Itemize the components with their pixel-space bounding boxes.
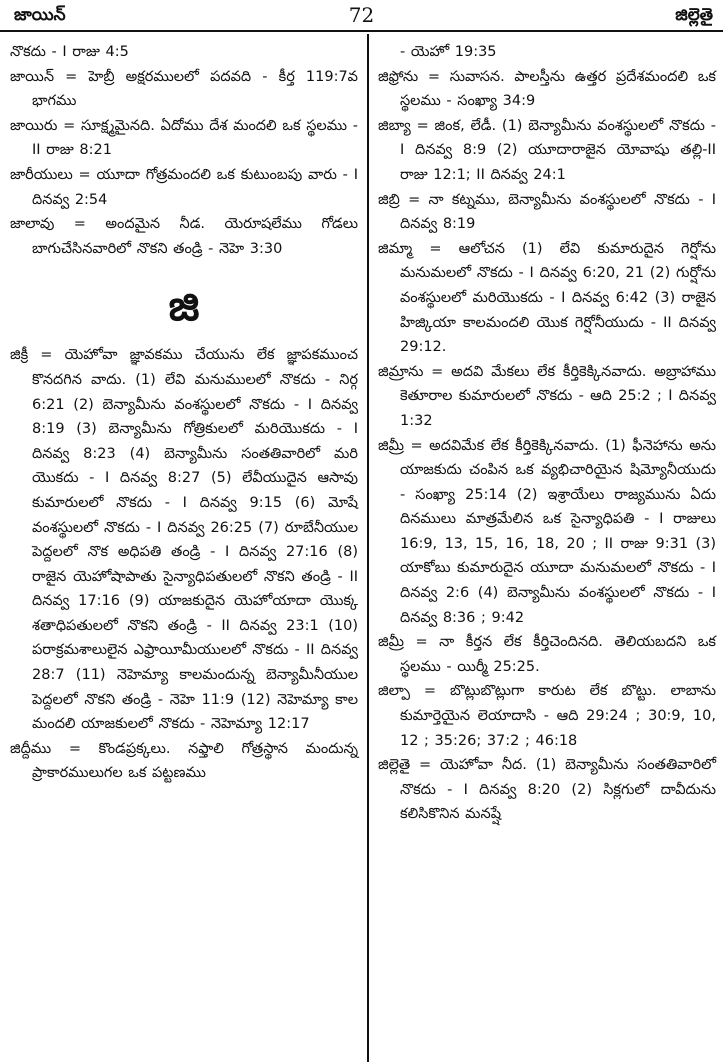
dictionary-entry: జిమ్రీ = అదవిమేక లేక కీర్తికెక్కినవాదు. (1) ఫీనెహాను అను యాజకుదు చంపిన ఒక వ్యభిచారియైన షిమ్యోనీయుదు - సంఖ్యా 25:14 (2) ఇశ్రాయేలు రాజ్యమును ఏదు దినములు మాత్రమేలిన ఒక సైన్యాధిపతి - I రాజులు 16:9, 13, 15, 16, 18, 20 ; II రాజు 9:31 (3) యాకోబు కుమారుదైన యూదా మనుమలలో నొకదు - I దినవ్వ 2:6 (4) బెన్యామీను వంశస్థులలో నొకదు - I దినవ్వ 8:36 ; 9:42: [378, 437, 716, 626]
page-header: [0, 0, 723, 32]
column-divider: [367, 34, 369, 1062]
left-column: [10, 40, 358, 786]
dictionary-entry: జిద్దీము = కొండప్రక్కలు. నఫ్తాలి గోత్రస్థాన మందున్న ప్రాకారములుగల ఒక పట్టణము: [10, 740, 358, 782]
right-column: [378, 40, 716, 827]
dictionary-entry: నొకదు - I రాజు 4:5: [10, 44, 129, 60]
dictionary-entry: జిల్పా = బొట్లుబొట్లుగా కారుట లేక బొట్టు. లాబాను కుమార్తెయైన లెయాదాసి - ఆది 29:24 ; 30:9, 10, 12 ; 35:26; 37:2 ; 46:18: [378, 683, 716, 749]
dictionary-entry: జిమ్మా = ఆలోచన (1) లేవి కుమారుదైన గెర్షోను మనుమలలో నొకదు - I దినవ్వ 6:20, 21 (2) గుర్షోను వంశస్థులలో మరియొకదు - I దినవ్వ 6:42 (3) రాజైన హిజ్కియా కాలమందలి యొక గెర్షోనీయుదు - II దినవ్వ 29:12.: [378, 240, 716, 356]
dictionary-entry: జిఫ్రోను = సువాసన. పాలస్తీను ఉత్తర ప్రదేశమందలి ఒక స్థలము - సంఖ్యా 34:9: [378, 68, 716, 110]
section-letter-heading: జి: [168, 281, 200, 331]
dictionary-entry: జిబ్రి = నా కట్నము, బెన్యామీను వంశస్థులలో నొకదు - I దినవ్వ 8:19: [378, 191, 716, 233]
running-head-right: జిల్లెతై: [675, 5, 713, 25]
dictionary-entry-continuation: - యెహో 19:35: [400, 44, 497, 60]
dictionary-entry: జాయిరు = సూక్ష్మమైనది. ఏదోము దేశ మందలి ఒక స్థలము - II రాజు 8:21: [10, 117, 358, 159]
dictionary-entry: జిమ్రీ = నా కీర్తన లేక కీర్తిచెందినది. తెలియబదని ఒక స్థలము - యిర్మీ 25:25.: [378, 634, 716, 675]
running-head-left: జాయిన్: [14, 5, 66, 25]
dictionary-entry: జిల్లెతై = యెహోవా నీద. (1) బెన్యామీను సంతతివారిలో నొకదు - I దినవ్వ 8:20 (2) సిక్లగులో దావీదును కలిసికొనిన మనష్షే: [378, 757, 716, 823]
page-number: 72: [348, 3, 375, 27]
dictionary-entry: జాయిన్ = హెబ్రీ అక్షరములలో పదవది - కీర్త 119:7వ భాగము: [10, 68, 358, 110]
dictionary-entry: జిక్రీ = యెహోవా జ్ఞావకము చేయును లేక జ్ఞాపకముంచ కొనదగిన వాదు. (1) లేవి మనుములలో నొకదు - నిర్గ 6:21 (2) బెన్యామీను వంశస్థులలో నొకదు - I దినవ్వ 8:19 (3) బెన్యామీను గోత్రికులలో మరియొకదు - I దినవ్వ 8:23 (4) బెన్యామీను సంతతివారిలో మరి యొకదు - I దినవ్వ 8:27 (5) లేవీయుదైన ఆసావు కుమారులలో నొకదు - I దినవ్వ 9:15 (6) మోషే వంశస్థులలో నొకదు - I దినవ్వ 26:25 (7) రూబేనీయుల పెద్దలలో నొక అధిపతి తండ్రి - I దినవ్వ 27:16 (8) రాజైన యెహోషాపాతు సైన్యాధిపతులలో నొకని తండ్రి - II దినవ్వ 17:16 (9) యాజకుదైన యెహోయాదా యొక్క శతాధిపతులలో నొకని తండ్రి - II దినవ్వ 23:1 (10) పరాక్రమశాలులైన ఎఫ్రాయీమీయులలో నొకదు - II దినవ్వ 28:7 (11) నెహెమ్యా కాలమందున్న బెన్యామీనీయుల పెద్దలలో నొకని తండ్రి - నెహె 11:9 (12) నెహెమ్యా కాల మందలి యాజకులలో నొకదు - నెహెమ్యా 12:17: [10, 347, 358, 733]
dictionary-entry: జిబ్యా = జింక, లేడీ. (1) బెన్యామీను వంశస్థులలో నొకదు - I దినవ్వ 8:9 (2) యూదారాజైన యోవాషు తల్లి-II రాజు 12:1; II దినవ్వ 24:1: [378, 117, 716, 183]
dictionary-entry: జారీయులు = యూదా గోత్రమందలి ఒక కుటుంబపు వారు - I దినవ్వ 2:54: [10, 166, 358, 208]
dictionary-entry: జిమ్రాను = అదవి మేకలు లేక కీర్తికెక్కినవాదు. అబ్రాహాము కెతూరాల కుమారులలో నొకదు - ఆది 25:2 ; I దినవ్వ 1:32: [378, 363, 716, 429]
dictionary-entry: జాలావు = అందమైన నీడ. యెరూషలేము గోడలు బాగుచేసినవారిలో నొకని తండ్రి - నెహె 3:30: [10, 216, 358, 257]
